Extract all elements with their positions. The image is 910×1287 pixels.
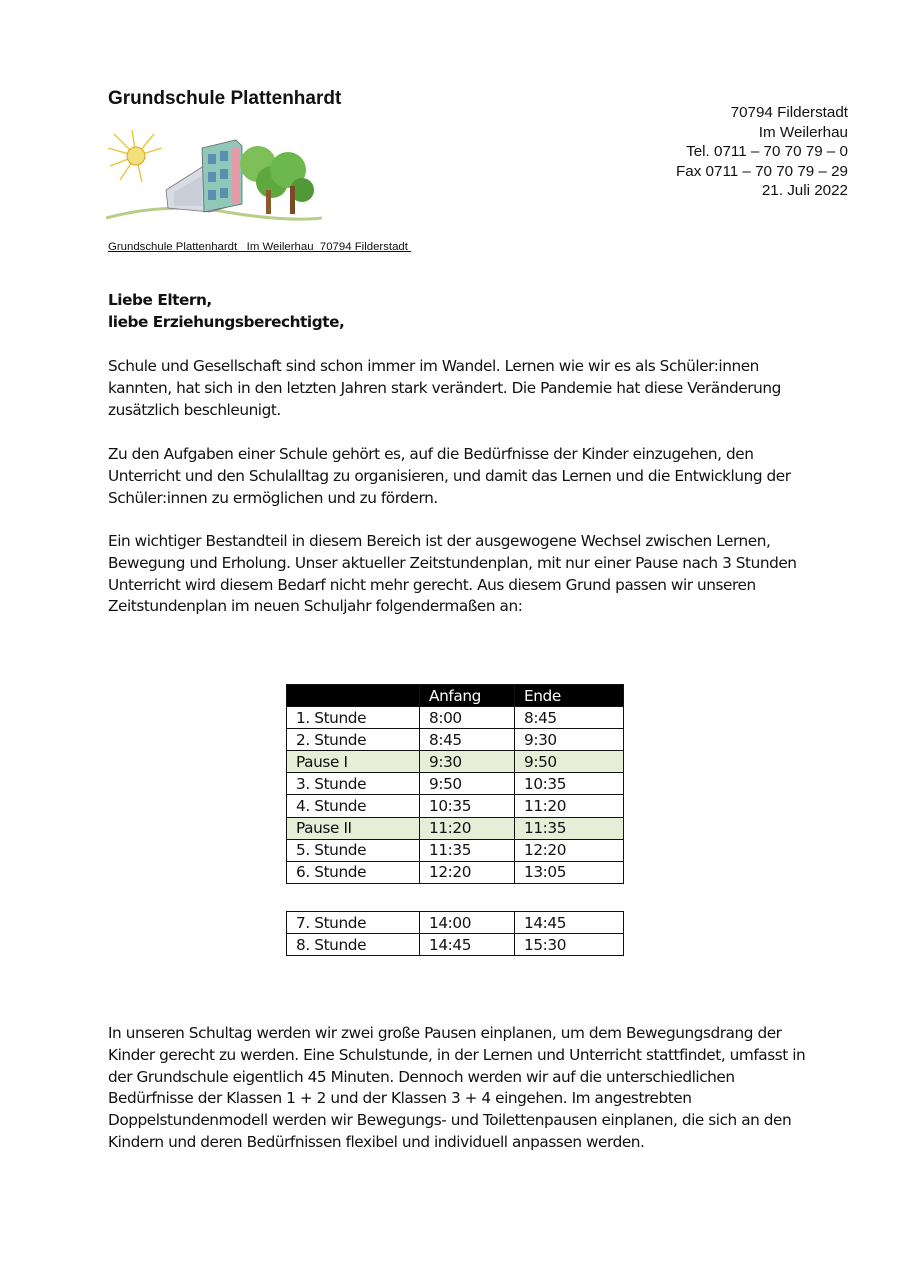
start-cell: 8:00	[420, 707, 515, 729]
start-cell: 12:20	[420, 861, 515, 883]
period-cell: 5. Stunde	[287, 839, 420, 861]
table-row	[287, 861, 624, 883]
start-cell: 8:45	[420, 729, 515, 751]
start-cell: 11:20	[420, 817, 515, 839]
letter-date: 21. Juli 2022	[761, 182, 848, 200]
salutation-line-1: Liebe Eltern,	[108, 291, 212, 309]
address-street: Im Weilerhau	[758, 123, 848, 141]
address-fax: Fax 0711 – 70 70 79 – 29	[676, 162, 848, 180]
end-cell: 11:35	[515, 817, 624, 839]
schedule-table	[286, 684, 624, 884]
sun-icon	[108, 130, 162, 182]
start-cell: 9:30	[420, 751, 515, 773]
address-phone: Tel. 0711 – 70 70 79 – 0	[686, 143, 848, 161]
return-address-line: Grundschule Plattenhardt Im Weilerhau 70794 Filderstadt	[108, 241, 412, 253]
start-cell: 11:35	[420, 839, 515, 861]
trees-icon	[240, 146, 314, 214]
table-row	[287, 773, 624, 795]
table-header-row	[287, 685, 624, 707]
start-cell: 14:45	[420, 934, 515, 956]
end-cell: 15:30	[515, 934, 624, 956]
paragraph-2: Zu den Aufgaben einer Schule gehört es, auf die Bedürfnisse der Kinder einzugehen, den Unterricht und den Schulalltag zu organisieren, und damit das Lernen und die Entwicklung der Schüler:innen zu ermöglichen und zu fördern.	[108, 445, 791, 507]
table-row-pause	[287, 817, 624, 839]
start-cell: 9:50	[420, 773, 515, 795]
afternoon-schedule-table	[286, 911, 624, 956]
table-row-pause	[287, 751, 624, 773]
period-cell: 6. Stunde	[287, 861, 420, 883]
end-cell: 9:30	[515, 729, 624, 751]
table-row	[287, 912, 624, 934]
table-row	[287, 707, 624, 729]
table-row	[287, 934, 624, 956]
period-cell: 4. Stunde	[287, 795, 420, 817]
end-cell: 11:20	[515, 795, 624, 817]
end-cell: 8:45	[515, 707, 624, 729]
period-cell: 3. Stunde	[287, 773, 420, 795]
end-cell: 14:45	[515, 912, 624, 934]
table-row	[287, 839, 624, 861]
paragraph-1: Schule und Gesellschaft sind schon immer im Wandel. Lernen wie wir es als Schüler:innen kannten, hat sich in den letzten Jahren stark verändert. Die Pandemie hat diese Veränderung zusätzlich beschleunigt.	[108, 357, 781, 419]
sender-address	[676, 103, 848, 201]
period-cell: 1. Stunde	[287, 707, 420, 729]
salutation	[108, 289, 344, 333]
period-cell: 2. Stunde	[287, 729, 420, 751]
period-cell: Pause I	[287, 751, 420, 773]
end-cell: 10:35	[515, 773, 624, 795]
school-logo-icon	[106, 126, 322, 226]
start-cell: 10:35	[420, 795, 515, 817]
period-cell: Pause II	[287, 817, 420, 839]
address-city: 70794 Filderstadt	[730, 104, 848, 121]
period-cell: 7. Stunde	[287, 912, 420, 934]
building-icon	[166, 140, 242, 212]
paragraph-4: In unseren Schultag werden wir zwei große Pausen einplanen, um dem Bewegungsdrang der Kinder gerecht zu werden. Eine Schulstunde, in der Lernen und Unterricht stattfindet, umfasst in der Grundschule eigentlich 45 Minuten. Dennoch werden wir auf die unterschiedlichen Bedürfnisse der Klassen 1 + 2 und der Klassen 3 + 4 eingehen. Im angestrebten Doppelstundenmodell werden wir Bewegungs- und Toilettenpausen einplanen, die sich an den Kindern und deren Bedürfnissen flexibel und individuell anpassen werden.	[108, 1024, 806, 1151]
table-row	[287, 795, 624, 817]
end-cell: 13:05	[515, 861, 624, 883]
paragraph-3: Ein wichtiger Bestandteil in diesem Bereich ist der ausgewogene Wechsel zwischen Lernen, Bewegung und Erholung. Unser aktueller Zeitstundenplan, mit nur einer Pause nach 3 Stunden Unterricht wird diesem Bedarf nicht mehr gerecht. Aus diesem Grund passen wir unseren Zeitstundenplan im neuen Schuljahr folgendermaßen an:	[108, 532, 797, 616]
end-cell: 12:20	[515, 839, 624, 861]
table-row	[287, 729, 624, 751]
salutation-line-2: liebe Erziehungsberechtigte,	[108, 313, 345, 331]
header-cell-start: Anfang	[420, 685, 515, 707]
header-cell-end: Ende	[515, 685, 624, 707]
school-name: Grundschule Plattenhardt	[108, 88, 342, 109]
start-cell: 14:00	[420, 912, 515, 934]
end-cell: 9:50	[515, 751, 624, 773]
period-cell: 8. Stunde	[287, 934, 420, 956]
header-cell-empty	[287, 685, 420, 707]
